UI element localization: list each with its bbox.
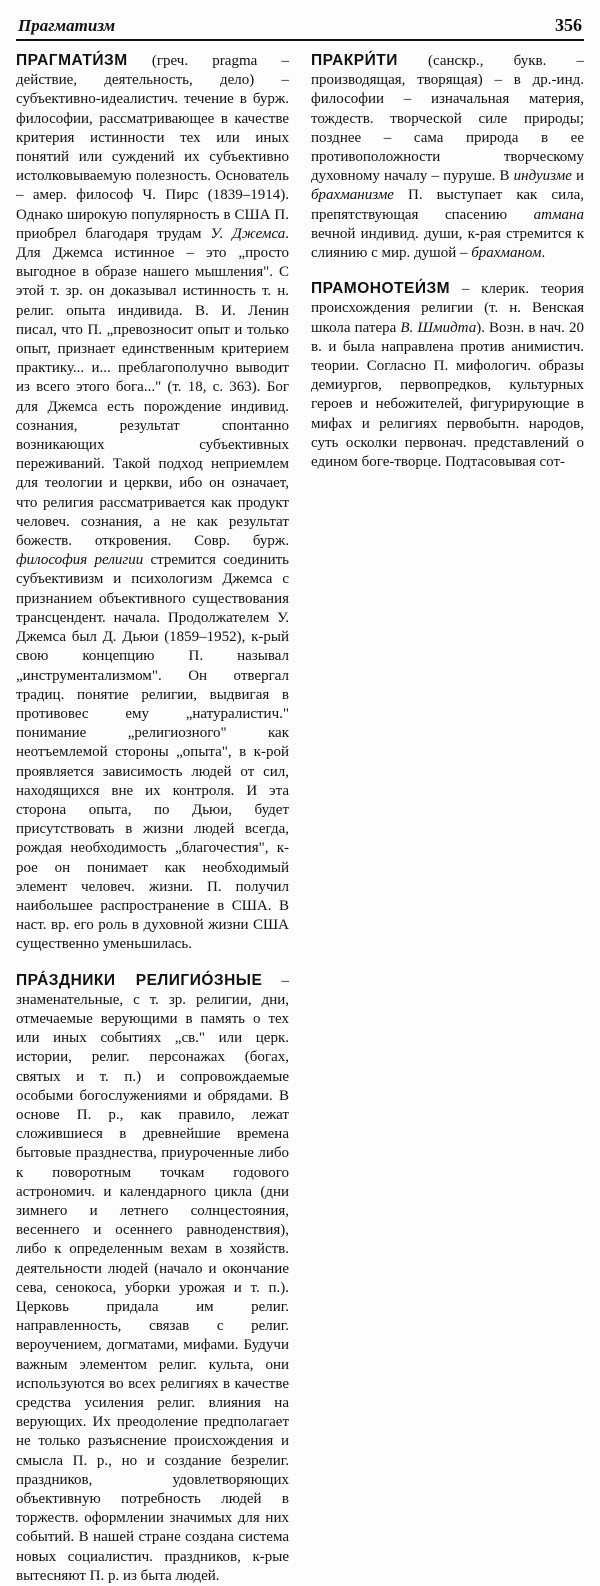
cross-reference: брахманом (471, 245, 542, 262)
headword: ПРАГМАТИ́ЗМ (16, 52, 128, 69)
entry-text: вечной индивид. души, к-рая стремится к слиянию с мир. душой – (311, 225, 584, 262)
entry-religious-holidays (16, 971, 289, 1586)
entry-pragmatism (16, 51, 289, 955)
entry-text: – знаменательные, с т. зр. религии, дни, отмечаемые верующими в память о тех или иных событиях „св." или церк. истории, религ. персонажах (богах, святых и т. п.) и сопровождаемые особыми богослужениями и обрядами. В основе П. р., как правило, лежат сложившиеся в древнейшие времена бытовые празднества, приуроченные либо к поворотным точкам годового астрономич. и календарного цикла (дни зимнего и летнего солнцестояния, весеннего и осеннего равноденствия), либо к определенным вехам в хозяйств. деятельности людей (начало и окончание сева, сенокоса, уборки урожая и т. п.). Церковь придала им религ. направленность, связав с религ. вероучением, догматами, мифами. Будучи важным элементом религ. культа, они используются во всех религиях в качестве средства усиления религ. влияния на верующих. Их преодоление предполагает не только разъяснение происхождения и смысла П. р., но и создание безрелиг. праздников, удовлетворяющих объективную потребность людей в торжеств. оформлении значимых для них событий. В нашей стране создана система новых социалистич. праздников, к-рые вытесняют П. р. из быта людей. (16, 972, 289, 1584)
left-column (16, 51, 289, 1586)
headword: ПРАМОНОТЕИ́ЗМ (311, 280, 451, 298)
cross-reference: брахманизме (311, 187, 394, 204)
entry-text: . Для Джемса истинное – это „просто выгодное в образе нашего мышления". С этой т. зр. он доказывал истинность т. н. религ. опыта индивида. В. И. Ленин писал, что П. „превозносит опыт и только опыт, признает единственным критерием практику... и... преблагополучно выводит из всего этого бога..." (т. 18, с. 363). Бог для Джемса есть порождение индивид. сознания, результат спонтанно возникающих субъективных переживаний. Такой подход неприемлем для теологии и церкви, ибо он означает, что религия рассматривается как продукт человеч. сознания, а не как результат божеств. откровения. Совр. бурж. (16, 225, 289, 550)
cross-reference: индуизме (513, 168, 572, 185)
entry-pramonotheism (311, 279, 584, 472)
entry-text: стремится соединить субъективизм и психологизм Джемса с признанием объективного существования трансцендент. начала. Продолжателем У. Джемса был Д. Дьюи (1859–1952), к-рый свою концепцию П. называл „инструментализмом". Он отвергал традиц. понятие религии, выдвигая в противовес ему „натуралистич." понимание „религиозного" как неотъемлемой стороны „опыта", в к-рой проявляется зависимость людей от сил, находящихся вне их контроля. И эта сторона опыта, по Дьюи, будет присутствовать в жизни людей всегда, рождая необходимость „благочестия", к-рое он понимает как необходимый элемент человеч. жизни. П. получил наибольшее распространение в США. В наст. вр. его роль в духовной жизни США существенно уменьшилась. (16, 552, 289, 953)
entry-text: П. выступает как сила, препятствующая спасению (311, 187, 584, 223)
entry-text: и (571, 168, 585, 185)
entry-text: (санскр., букв. – производящая, творящая) – в др.-инд. философии – изначальная материя, тождеств. творческой силе природы; позднее – сама природа в ее противоположности творческому духовному началу – пуруше. В (311, 53, 584, 185)
entry-text: ). Возн. в нач. 20 в. и была направлена против анимистич. теории. Согласно П. мифологич. образы демиургов, первопредков, культурных героев и небожителей, фигурирующие в мифах и религиях первобытн. народов, суть осколки первонач. представлений о едином боге-творце. Подтасовывая сот- (311, 319, 584, 471)
cross-reference: В. Шмидта (400, 319, 477, 336)
cross-reference: У. Джемса (210, 225, 286, 242)
page-number: 356 (555, 15, 582, 35)
entry-prakriti (311, 51, 584, 263)
entry-text: (греч. pragma – действие, деятельность, дело) – субъективно-идеалистич. течение в бурж. философии, рассматривающее в качестве критерия истинности тех или иных понятий или суждений их субъективно истолковываемую полезность. Основатель – амер. философ Ч. Пирс (1839–1914). Однако широкую популярность в США П. приобрел благодаря трудам (16, 53, 289, 242)
section-title: Прагматизм (18, 16, 116, 35)
running-header (16, 14, 584, 41)
entry-text: . (541, 245, 546, 262)
cross-reference: философия религии (16, 552, 144, 569)
headword: ПРАКРИ́ТИ (311, 52, 398, 69)
entry-text: – клерик. теория происхождения религии (т. н. Венская школа патера (311, 281, 584, 336)
right-column (311, 51, 584, 1586)
text-columns (16, 51, 584, 1586)
headword: ПРА́ЗДНИКИ РЕЛИГИО́ЗНЫЕ (16, 971, 263, 989)
cross-reference: атмана (533, 206, 584, 223)
